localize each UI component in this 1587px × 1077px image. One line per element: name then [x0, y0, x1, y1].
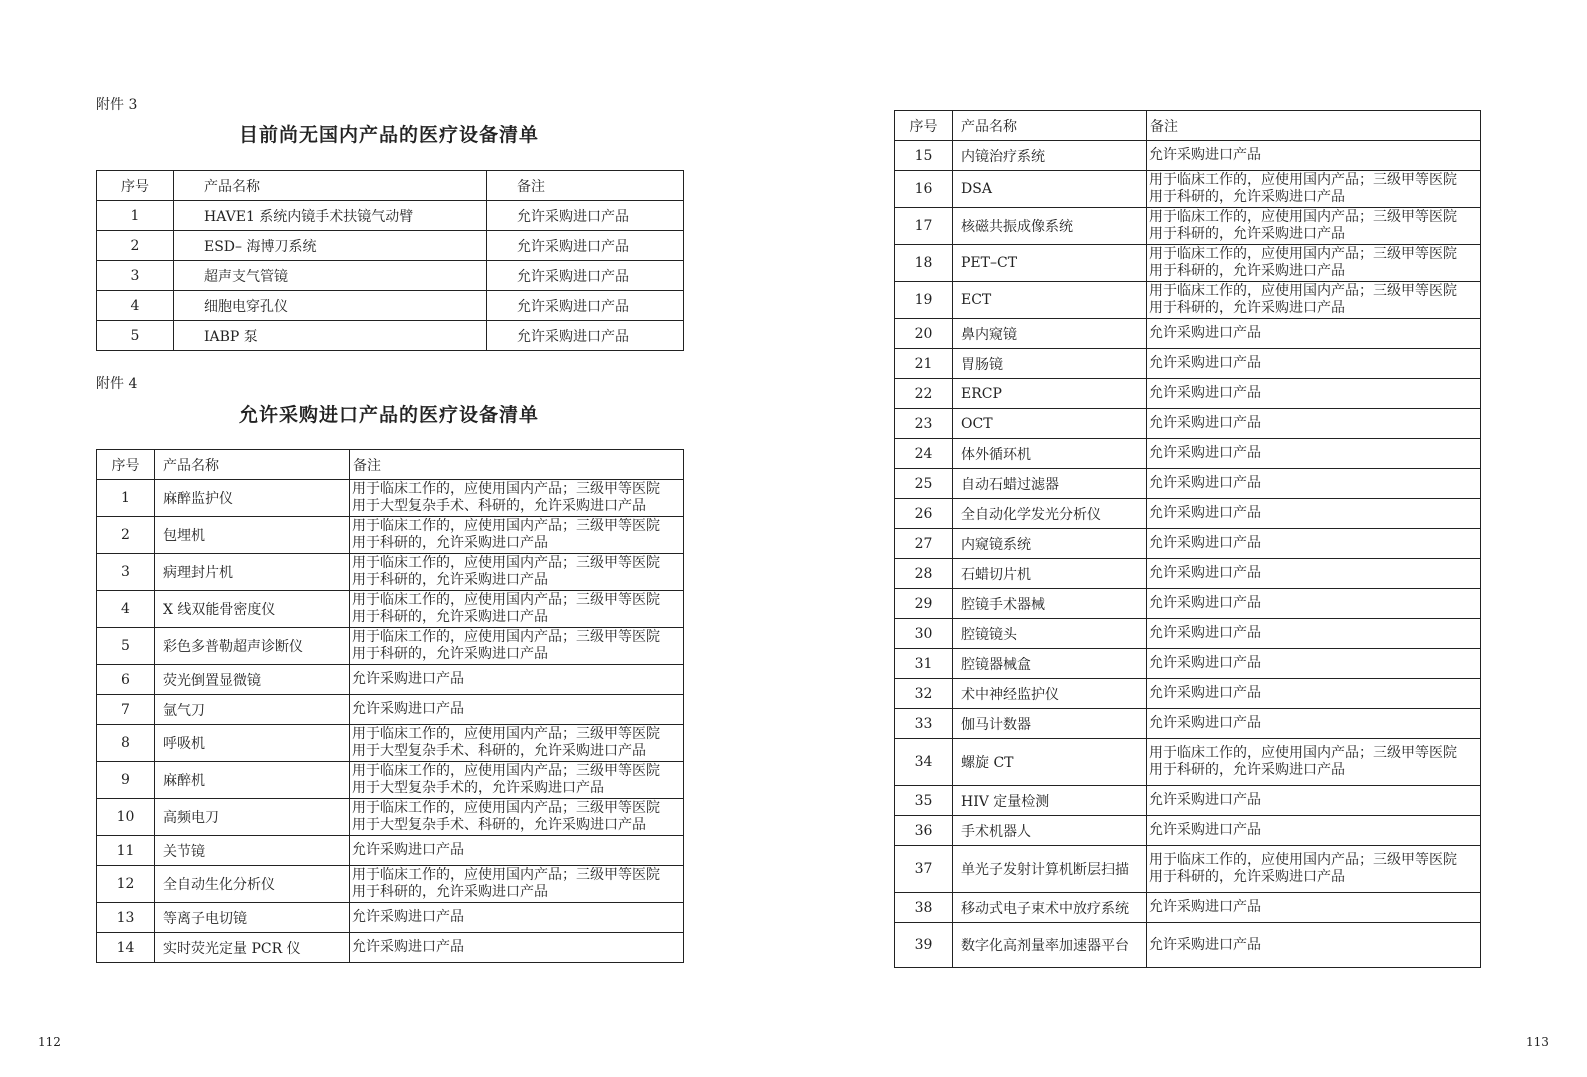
- row-number: 7: [97, 695, 155, 725]
- product-name: IABP 泵: [174, 321, 487, 351]
- product-name: 氩气刀: [155, 695, 350, 725]
- row-note: [1147, 709, 1481, 739]
- row-note: [1147, 319, 1481, 349]
- note-line-1: 用于临床工作的，应使用国内产品；三级甲等医院: [1149, 745, 1457, 761]
- note-line-1: 用于临床工作的，应使用国内产品；三级甲等医院: [1149, 283, 1457, 299]
- row-number: 20: [895, 319, 953, 349]
- table-row: [97, 201, 684, 231]
- row-note: [350, 762, 684, 799]
- continued-body: [895, 141, 1481, 968]
- product-name: 体外循环机: [953, 439, 1147, 469]
- note-line-1: 允许采购进口产品: [1149, 625, 1261, 641]
- row-note: [1147, 893, 1481, 923]
- row-note: [1147, 816, 1481, 846]
- row-note: [1147, 923, 1481, 968]
- row-note: [1147, 679, 1481, 709]
- table-row: [97, 291, 684, 321]
- table-row: [97, 799, 684, 836]
- table-row: [895, 529, 1481, 559]
- product-name: ESD– 海博刀系统: [174, 231, 487, 261]
- row-note: [350, 725, 684, 762]
- note-line-1: 用于临床工作的，应使用国内产品；三级甲等医院: [352, 518, 660, 534]
- header-note: 备注: [350, 450, 684, 480]
- row-number: 13: [97, 903, 155, 933]
- product-name: X 线双能骨密度仪: [155, 591, 350, 628]
- product-name: DSA: [953, 171, 1147, 208]
- row-number: 23: [895, 409, 953, 439]
- note-line-2: 用于科研的，允许采购进口产品: [1149, 762, 1345, 778]
- product-name: 关节镜: [155, 836, 350, 866]
- note-line-1: 用于临床工作的，应使用国内产品；三级甲等医院: [352, 555, 660, 571]
- note-line-1: 允许采购进口产品: [352, 842, 464, 858]
- note-line-1: 允许采购进口产品: [1149, 445, 1261, 461]
- row-number: 17: [895, 208, 953, 245]
- row-number: 18: [895, 245, 953, 282]
- product-name: 荧光倒置显微镜: [155, 665, 350, 695]
- note-line-2: 用于科研的，允许采购进口产品: [1149, 263, 1345, 279]
- table-row: [895, 846, 1481, 893]
- table-row: [97, 933, 684, 963]
- header-no: 序号: [97, 171, 174, 201]
- row-number: 6: [97, 665, 155, 695]
- note-line-1: 允许采购进口产品: [1149, 505, 1261, 521]
- table-row: [895, 649, 1481, 679]
- header-note: 备注: [1147, 111, 1481, 141]
- table-row: [97, 903, 684, 933]
- note-line-2: 用于科研的，允许采购进口产品: [352, 884, 548, 900]
- row-number: 37: [895, 846, 953, 893]
- table-row: [895, 589, 1481, 619]
- continued-header-row: [895, 111, 1481, 141]
- product-name: 腔镜镜头: [953, 619, 1147, 649]
- row-number: 28: [895, 559, 953, 589]
- note-line-2: 用于科研的，允许采购进口产品: [352, 646, 548, 662]
- row-note: [350, 554, 684, 591]
- header-name: 产品名称: [155, 450, 350, 480]
- row-number: 38: [895, 893, 953, 923]
- row-number: 3: [97, 554, 155, 591]
- product-name: 细胞电穿孔仪: [174, 291, 487, 321]
- note-line-1: 允许采购进口产品: [352, 701, 464, 717]
- header-name: 产品名称: [174, 171, 487, 201]
- product-name: 内镜治疗系统: [953, 141, 1147, 171]
- note-line-1: 用于临床工作的，应使用国内产品；三级甲等医院: [352, 867, 660, 883]
- table-row: [895, 349, 1481, 379]
- annex4-header-row: [97, 450, 684, 480]
- note-line-2: 用于科研的，允许采购进口产品: [1149, 189, 1345, 205]
- annex4-title: 允许采购进口产品的医疗设备清单: [238, 404, 539, 426]
- note-line-2: 用于大型复杂手术、科研的，允许采购进口产品: [352, 498, 646, 514]
- note-line-1: 允许采购进口产品: [1149, 792, 1261, 808]
- product-name: 高频电刀: [155, 799, 350, 836]
- product-name: 核磁共振成像系统: [953, 208, 1147, 245]
- note-line-1: 允许采购进口产品: [352, 909, 464, 925]
- row-number: 19: [895, 282, 953, 319]
- row-number: 21: [895, 349, 953, 379]
- table-row: [97, 762, 684, 799]
- table-row: [97, 628, 684, 665]
- row-number: 35: [895, 786, 953, 816]
- right-page: [794, 0, 1587, 1077]
- table-row: [895, 245, 1481, 282]
- annex3-body: [97, 201, 684, 351]
- note-line-1: 允许采购进口产品: [1149, 899, 1261, 915]
- row-note: [1147, 499, 1481, 529]
- note-line-1: 允许采购进口产品: [1149, 685, 1261, 701]
- note-line-1: 用于临床工作的，应使用国内产品；三级甲等医院: [1149, 246, 1457, 262]
- left-page: [0, 0, 793, 1077]
- row-note: [350, 836, 684, 866]
- row-note: [1147, 282, 1481, 319]
- row-number: 27: [895, 529, 953, 559]
- table-row: [895, 319, 1481, 349]
- header-no: 序号: [895, 111, 953, 141]
- row-note: [1147, 208, 1481, 245]
- row-number: 16: [895, 171, 953, 208]
- note-line-1: 允许采购进口产品: [1149, 385, 1261, 401]
- annex4-table: [96, 449, 684, 963]
- table-row: [97, 591, 684, 628]
- product-name: 包埋机: [155, 517, 350, 554]
- product-name: HAVE1 系统内镜手术扶镜气动臂: [174, 201, 487, 231]
- note-line-1: 允许采购进口产品: [352, 671, 464, 687]
- product-name: 伽马计数器: [953, 709, 1147, 739]
- row-note: [1147, 649, 1481, 679]
- row-note: 允许采购进口产品: [487, 231, 684, 261]
- row-note: [350, 799, 684, 836]
- row-number: 22: [895, 379, 953, 409]
- row-number: 26: [895, 499, 953, 529]
- product-name: 全自动生化分析仪: [155, 866, 350, 903]
- table-row: [97, 725, 684, 762]
- table-row: [97, 866, 684, 903]
- note-line-1: 允许采购进口产品: [1149, 415, 1261, 431]
- note-line-2: 用于科研的，允许采购进口产品: [1149, 226, 1345, 242]
- row-number: 1: [97, 480, 155, 517]
- row-number: 33: [895, 709, 953, 739]
- note-line-2: 用于大型复杂手术的，允许采购进口产品: [352, 780, 604, 796]
- row-note: [350, 665, 684, 695]
- row-number: 4: [97, 591, 155, 628]
- row-number: 2: [97, 517, 155, 554]
- note-line-1: 用于临床工作的，应使用国内产品；三级甲等医院: [352, 763, 660, 779]
- product-name: 移动式电子束术中放疗系统: [953, 893, 1147, 923]
- row-note: [1147, 846, 1481, 893]
- table-row: [895, 469, 1481, 499]
- note-line-1: 允许采购进口产品: [352, 939, 464, 955]
- row-note: [1147, 409, 1481, 439]
- annex4-label: 附件 4: [96, 376, 138, 392]
- row-number: 31: [895, 649, 953, 679]
- product-name: 螺旋 CT: [953, 739, 1147, 786]
- table-row: [97, 665, 684, 695]
- product-name: 等离子电切镜: [155, 903, 350, 933]
- row-note: [350, 480, 684, 517]
- row-number: 2: [97, 231, 174, 261]
- note-line-1: 用于临床工作的，应使用国内产品；三级甲等医院: [1149, 209, 1457, 225]
- row-note: [1147, 589, 1481, 619]
- table-row: [97, 554, 684, 591]
- note-line-1: 用于临床工作的，应使用国内产品；三级甲等医院: [352, 481, 660, 497]
- annex3-header-row: [97, 171, 684, 201]
- note-line-1: 允许采购进口产品: [1149, 936, 1261, 953]
- table-row: [97, 517, 684, 554]
- product-name: 彩色多普勒超声诊断仪: [155, 628, 350, 665]
- product-name: 麻醉机: [155, 762, 350, 799]
- note-line-1: 允许采购进口产品: [1149, 535, 1261, 551]
- row-note: [1147, 171, 1481, 208]
- table-row: [895, 709, 1481, 739]
- note-line-1: 用于临床工作的，应使用国内产品；三级甲等医院: [352, 592, 660, 608]
- row-number: 24: [895, 439, 953, 469]
- product-name: ECT: [953, 282, 1147, 319]
- table-row: [895, 171, 1481, 208]
- annex4-body: [97, 480, 684, 963]
- row-note: [1147, 469, 1481, 499]
- row-number: 34: [895, 739, 953, 786]
- table-row: [895, 208, 1481, 245]
- note-line-1: 用于临床工作的，应使用国内产品；三级甲等医院: [1149, 852, 1457, 868]
- row-number: 29: [895, 589, 953, 619]
- row-note: [1147, 786, 1481, 816]
- note-line-1: 允许采购进口产品: [1149, 147, 1261, 163]
- product-name: PET–CT: [953, 245, 1147, 282]
- row-note: [1147, 619, 1481, 649]
- header-no: 序号: [97, 450, 155, 480]
- note-line-1: 允许采购进口产品: [1149, 655, 1261, 671]
- table-row: [895, 739, 1481, 786]
- row-number: 10: [97, 799, 155, 836]
- table-row: [895, 559, 1481, 589]
- product-name: ERCP: [953, 379, 1147, 409]
- page-number: 112: [38, 1035, 61, 1049]
- note-line-1: 允许采购进口产品: [1149, 565, 1261, 581]
- row-number: 9: [97, 762, 155, 799]
- header-name: 产品名称: [953, 111, 1147, 141]
- product-name: 石蜡切片机: [953, 559, 1147, 589]
- note-line-2: 用于大型复杂手术、科研的，允许采购进口产品: [352, 743, 646, 759]
- row-note: [1147, 559, 1481, 589]
- row-note: 允许采购进口产品: [487, 261, 684, 291]
- table-row: [895, 923, 1481, 968]
- note-line-1: 允许采购进口产品: [1149, 822, 1261, 838]
- annex3-title: 目前尚无国内产品的医疗设备清单: [238, 124, 539, 146]
- note-line-1: 允许采购进口产品: [1149, 355, 1261, 371]
- product-name: 呼吸机: [155, 725, 350, 762]
- row-note: [1147, 349, 1481, 379]
- note-line-1: 用于临床工作的，应使用国内产品；三级甲等医院: [1149, 172, 1457, 188]
- row-number: 39: [895, 923, 953, 968]
- row-note: 允许采购进口产品: [487, 291, 684, 321]
- product-name: 自动石蜡过滤器: [953, 469, 1147, 499]
- product-name: 麻醉监护仪: [155, 480, 350, 517]
- note-line-2: 用于大型复杂手术、科研的，允许采购进口产品: [352, 817, 646, 833]
- table-row: [97, 480, 684, 517]
- note-line-2: 用于科研的，允许采购进口产品: [1149, 300, 1345, 316]
- table-row: [97, 261, 684, 291]
- row-note: [350, 695, 684, 725]
- table-row: [895, 499, 1481, 529]
- product-name: OCT: [953, 409, 1147, 439]
- product-name: HIV 定量检测: [953, 786, 1147, 816]
- row-number: 12: [97, 866, 155, 903]
- table-row: [97, 836, 684, 866]
- row-number: 5: [97, 321, 174, 351]
- row-note: [1147, 379, 1481, 409]
- table-row: [97, 321, 684, 351]
- table-row: [895, 379, 1481, 409]
- table-row: [895, 282, 1481, 319]
- row-number: 1: [97, 201, 174, 231]
- table-row: [895, 619, 1481, 649]
- note-line-1: 允许采购进口产品: [1149, 325, 1261, 341]
- annex3-label: 附件 3: [96, 97, 138, 113]
- note-line-2: 用于科研的，允许采购进口产品: [352, 535, 548, 551]
- row-note: [350, 628, 684, 665]
- row-note: [350, 933, 684, 963]
- table-row: [895, 439, 1481, 469]
- row-number: 8: [97, 725, 155, 762]
- note-line-1: 用于临床工作的，应使用国内产品；三级甲等医院: [352, 629, 660, 645]
- note-line-2: 用于科研的，允许采购进口产品: [1149, 869, 1345, 885]
- row-note: [1147, 245, 1481, 282]
- row-number: 32: [895, 679, 953, 709]
- annex3-table: [96, 170, 684, 351]
- header-note: 备注: [487, 171, 684, 201]
- product-name: 病理封片机: [155, 554, 350, 591]
- note-line-1: 用于临床工作的，应使用国内产品；三级甲等医院: [352, 800, 660, 816]
- row-note: [1147, 529, 1481, 559]
- product-name: 单光子发射计算机断层扫描: [953, 846, 1147, 893]
- product-name: 胃肠镜: [953, 349, 1147, 379]
- table-row: [895, 816, 1481, 846]
- product-name: 实时荧光定量 PCR 仪: [155, 933, 350, 963]
- row-number: 14: [97, 933, 155, 963]
- table-row: [97, 695, 684, 725]
- row-note: 允许采购进口产品: [487, 201, 684, 231]
- row-note: [350, 903, 684, 933]
- continued-table: [894, 110, 1481, 968]
- row-number: 30: [895, 619, 953, 649]
- row-note: [1147, 739, 1481, 786]
- product-name: 腔镜手术器械: [953, 589, 1147, 619]
- row-note: [350, 591, 684, 628]
- product-name: 内窥镜系统: [953, 529, 1147, 559]
- table-row: [97, 231, 684, 261]
- product-name: 术中神经监护仪: [953, 679, 1147, 709]
- note-line-1: 允许采购进口产品: [1149, 475, 1261, 491]
- row-note: 允许采购进口产品: [487, 321, 684, 351]
- table-row: [895, 893, 1481, 923]
- table-row: [895, 679, 1481, 709]
- table-row: [895, 786, 1481, 816]
- row-number: 3: [97, 261, 174, 291]
- product-name: 手术机器人: [953, 816, 1147, 846]
- row-number: 11: [97, 836, 155, 866]
- note-line-1: 允许采购进口产品: [1149, 595, 1261, 611]
- product-name: 腔镜器械盒: [953, 649, 1147, 679]
- row-number: 4: [97, 291, 174, 321]
- table-row: [895, 409, 1481, 439]
- product-name: 鼻内窥镜: [953, 319, 1147, 349]
- note-line-2: 用于科研的，允许采购进口产品: [352, 609, 548, 625]
- note-line-2: 用于科研的，允许采购进口产品: [352, 572, 548, 588]
- note-line-1: 用于临床工作的，应使用国内产品；三级甲等医院: [352, 726, 660, 742]
- table-row: [895, 141, 1481, 171]
- note-line-1: 允许采购进口产品: [1149, 715, 1261, 731]
- row-note: [1147, 439, 1481, 469]
- row-number: 5: [97, 628, 155, 665]
- product-name: 数字化高剂量率加速器平台: [953, 923, 1147, 968]
- row-number: 36: [895, 816, 953, 846]
- row-note: [350, 866, 684, 903]
- row-note: [350, 517, 684, 554]
- row-number: 25: [895, 469, 953, 499]
- product-name: 超声支气管镜: [174, 261, 487, 291]
- row-number: 15: [895, 141, 953, 171]
- row-note: [1147, 141, 1481, 171]
- product-name: 全自动化学发光分析仪: [953, 499, 1147, 529]
- page-number: 113: [1526, 1035, 1549, 1049]
